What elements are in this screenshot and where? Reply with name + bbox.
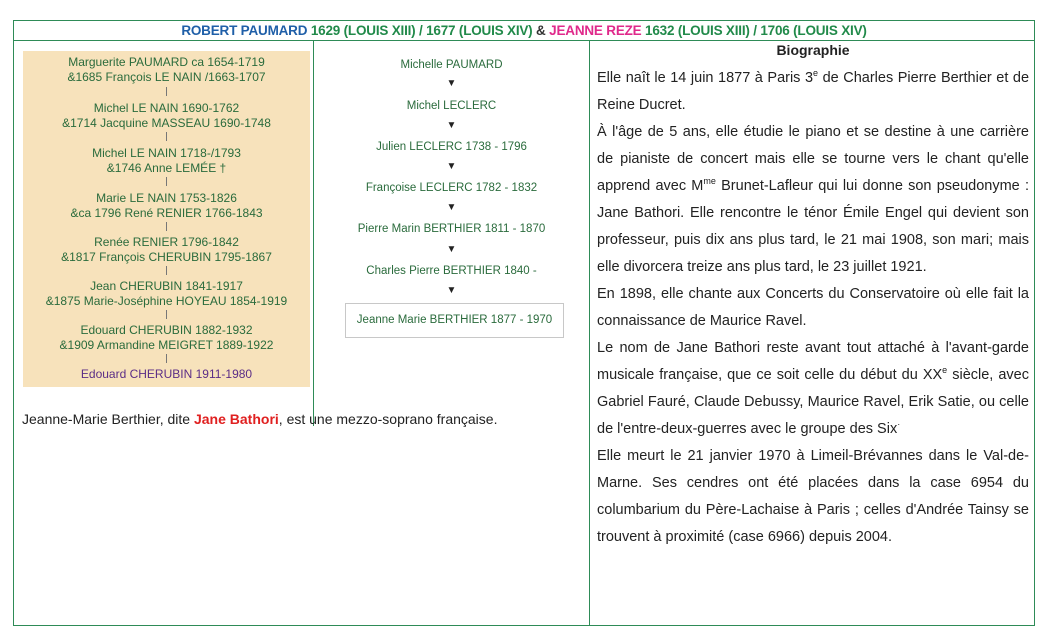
down-arrow-icon: ▼ [446,161,457,172]
bio-p2-sup: me [703,176,716,187]
bio-paragraph [597,335,1029,443]
gen-connector [166,177,167,186]
intro-text [22,411,497,427]
lineage-item: Pierre Marin BERTHIER 1811 - 1870 [357,223,546,235]
lineage-item: Julien LECLERC 1738 - 1796 [376,141,527,153]
bio-text [597,65,1029,551]
bio-paragraph [597,119,1029,281]
gen-entry-spouse: &ca 1796 René RENIER 1766-1843 [70,206,263,220]
husband-dates: 1629 (LOUIS XIII) / 1677 (LOUIS XIV) [310,23,533,38]
gen-entry-person: Edouard CHERUBIN 1882-1932 [80,323,253,337]
husband-name: ROBERT PAUMARD [181,23,308,38]
wife-name: JEANNE REZE [549,23,642,38]
gen-entry-person: Marie LE NAIN 1753-1826 [96,191,237,205]
gen-connector [166,266,167,275]
column-divider-2 [589,40,590,626]
gen-entry [23,55,310,85]
down-arrow-icon: ▼ [446,78,457,89]
gen-entry-spouse: &1714 Jacquine MASSEAU 1690-1748 [62,116,271,130]
down-arrow-icon: ▼ [446,202,457,213]
lineage-item: Michel LECLERC [406,100,497,112]
bio-paragraph: En 1898, elle chante aux Concerts du Conservatoire où elle fait la connaissance de Maurice Ravel. [597,286,1029,329]
gen-connector [166,222,167,231]
gen-entry [23,101,310,131]
genealogy-tree [23,51,310,387]
bio-p2a: À l'âge de 5 ans, elle étudie le piano et se destine à une carrière de pianiste de concert mais elle se tourne vers le chant qu'elle apprend avec M [597,124,1029,194]
gen-entry [23,191,310,221]
lineage-item: Françoise LECLERC 1782 - 1832 [365,182,538,194]
bio-p1-end: de Charles Pierre Berthier et de Reine Ducret. [597,70,1030,113]
gen-entry-person: Michel LE NAIN 1718-/1793 [92,146,241,160]
gen-entry-person: Jean CHERUBIN 1841-1917 [90,279,243,293]
gen-entry [23,235,310,265]
wife-dates: 1632 (LOUIS XIII) / 1706 (LOUIS XIV) [645,23,867,38]
ampersand: & [536,23,546,38]
bio-paragraph: Elle meurt le 21 janvier 1970 à Limeil-Brévannes dans le Val-de-Marne. Ses cendres ont été placées dans la case 6954 du columbarium du Père-Lachaise à Paris ; celles d'Andrée Tainsy se trouvent à proximité (case 6966) depuis 2004. [597,448,1029,545]
gen-entry-person: Marguerite PAUMARD ca 1654-1719 [68,55,265,69]
bio-p4a: Le nom de Jane Bathori reste avant tout attaché à l'avant-garde musicale française, que ce soit celle du début du XX [597,340,1029,383]
down-arrow-icon: ▼ [446,285,457,296]
gen-connector [166,310,167,319]
gen-entry-spouse: &1746 Anne LEMÉE † [106,161,227,175]
down-arrow-icon: ▼ [446,120,457,131]
gen-entry-spouse: &1685 François LE NAIN /1663-1707 [67,70,266,84]
gen-entry-person: Renée RENIER 1796-1842 [94,235,239,249]
gen-entry-spouse: &1909 Armandine MEIGRET 1889-1922 [59,338,274,352]
gen-entry-person: Michel LE NAIN 1690-1762 [93,101,240,115]
bio-p4-sup: e [942,365,948,376]
down-arrow-icon: ▼ [446,244,457,255]
main-frame [13,20,1035,626]
intro-before: Jeanne-Marie Berthier, dite [22,411,194,427]
header-title [14,21,1034,41]
lineage-item: Charles Pierre BERTHIER 1840 - [366,265,537,277]
bio-p4b: siècle, avec Gabriel Fauré, Claude Debussy, Maurice Ravel, Erik Satie, ou celle de l'entre-deux-guerres avec le groupe des Six [597,367,1029,437]
bio-p2b: Brunet-Lafleur qui lui donne son pseudonyme : Jane Bathori. Elle rencontre le ténor Émile Engel qui devient son professeur, puis dix ans plus tard, le 21 mai 1908, son mari; mais elle divorcera treize ans plus tard, le 23 juillet 1921. [597,178,1030,275]
gen-connector [166,132,167,141]
gen-entry [23,323,310,353]
lineage-final: Jeanne Marie BERTHIER 1877 - 1970 [345,303,564,338]
bio-p1: Elle naît le 14 juin 1877 à Paris 3 [597,70,814,86]
gen-entry-final [23,367,310,382]
gen-entry-spouse: &1817 François CHERUBIN 1795-1867 [61,250,272,264]
gen-entry [23,146,310,176]
intro-after: , est une mezzo-soprano française. [278,411,498,427]
gen-entry-spouse: &1875 Marie-Joséphine HOYEAU 1854-1919 [45,294,288,308]
gen-connector [166,87,167,96]
gen-connector [166,354,167,363]
intro-name: Jane Bathori [193,411,279,427]
bio-p1-sup: e [813,68,819,79]
bio-p4-dot: · [897,419,901,430]
bio-paragraph [597,65,1029,119]
gen-entry [23,279,310,309]
lineage-item: Michelle PAUMARD [400,59,503,71]
gen-entry-person: Edouard CHERUBIN 1911-1980 [80,367,253,381]
bio-title: Biographie [776,42,850,58]
